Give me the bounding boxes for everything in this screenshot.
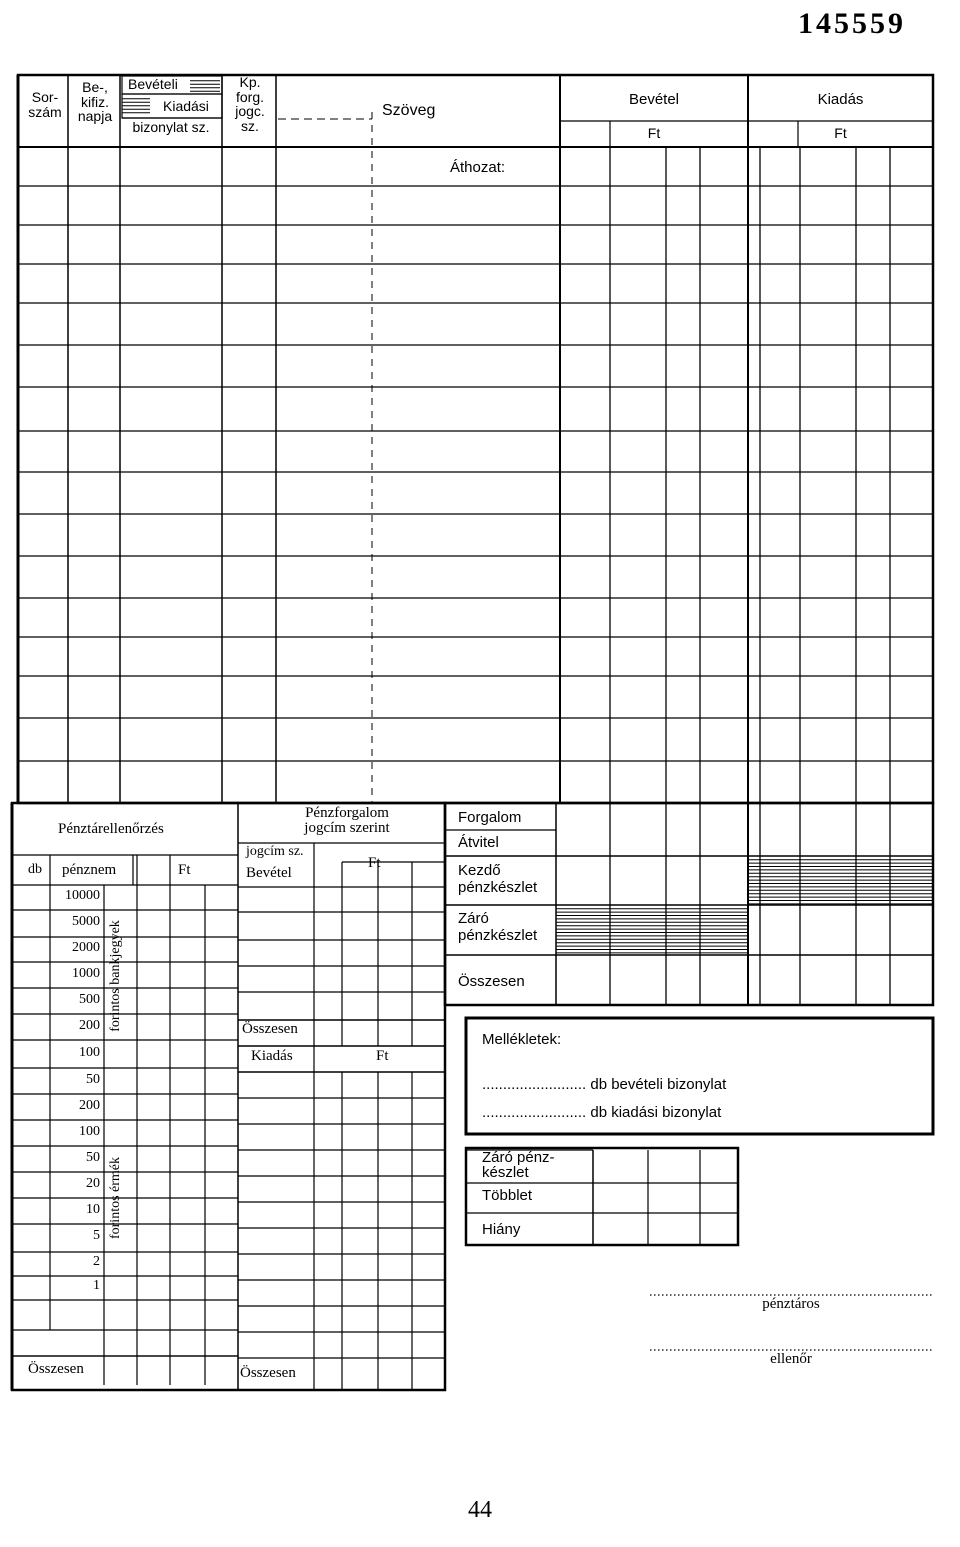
summary-kezdo: Kezdő pénzkészlet	[458, 862, 538, 897]
denomination-coins-100: 100	[79, 1124, 100, 1139]
cash-check-col-penznem: pénznem	[62, 862, 117, 878]
flow-osszesen-2: Összesen	[240, 1365, 296, 1381]
flow-ft-2: Ft	[376, 1048, 389, 1064]
attachments-income-line: ......................... db bevételi bizonylat	[482, 1076, 727, 1093]
header-kiadasi: Kiadási	[163, 98, 209, 114]
flow-jogcim: jogcím sz.	[246, 844, 304, 859]
header-szoveg: Szöveg	[382, 102, 436, 119]
denomination-coins-2: 2	[93, 1254, 100, 1269]
attachments-expense-line: ......................... db kiadási bizonylat	[482, 1104, 722, 1121]
denomination-coins-200: 200	[79, 1098, 100, 1113]
flow-kiadas: Kiadás	[251, 1048, 293, 1064]
denomination-banknotes-50: 50	[86, 1072, 100, 1087]
header-kp-forg: Kp. forg. jogc. sz.	[235, 74, 265, 135]
header-bizonylat-sz: bizonylat sz.	[132, 119, 210, 135]
summary-atvitel: Átvitel	[458, 834, 499, 851]
summary-zaro: Záró pénzkészlet	[458, 910, 538, 945]
cash-check-col-db: db	[28, 862, 42, 877]
signature-checker: ellenőr	[770, 1351, 812, 1367]
denomination-coins-5: 5	[93, 1228, 100, 1243]
signature-cashier: pénztáros	[762, 1296, 820, 1312]
summary-forgalom: Forgalom	[458, 809, 522, 826]
denomination-coins-1: 1	[93, 1278, 100, 1293]
header-bevetel: Bevétel	[628, 91, 680, 108]
denomination-banknotes-1000: 1000	[72, 966, 100, 981]
banknotes-label: forintos bankjegyek	[108, 920, 123, 1032]
closing-zaro: Záró pénz- készlet	[482, 1149, 555, 1181]
denomination-coins-20: 20	[86, 1176, 100, 1191]
denomination-coins-50: 50	[86, 1150, 100, 1165]
header-befiz-napja: Be-, kifiz. napja	[77, 79, 113, 125]
coins-label: forintos érmék	[108, 1156, 123, 1240]
flow-title: Pénzforgalom jogcím szerint	[304, 805, 390, 836]
cash-check-title: Pénztárellenőrzés	[58, 821, 164, 837]
denomination-banknotes-10000: 10000	[65, 888, 100, 903]
denomination-banknotes-100: 100	[79, 1045, 100, 1060]
flow-ft: Ft	[368, 855, 381, 871]
athozat-label: Áthozat:	[450, 159, 506, 176]
flow-bevetel: Bevétel	[246, 865, 292, 881]
header-ft-bevetel: Ft	[647, 125, 661, 141]
denomination-banknotes-2000: 2000	[72, 940, 100, 955]
flow-osszesen-1: Összesen	[242, 1021, 298, 1037]
page-number: 44	[468, 1497, 492, 1523]
summary-osszesen: Összesen	[458, 973, 525, 990]
closing-tobblet: Többlet	[482, 1187, 533, 1204]
cash-check-total: Összesen	[28, 1361, 84, 1377]
attachments-title: Mellékletek:	[482, 1031, 562, 1048]
closing-hiany: Hiány	[482, 1221, 521, 1238]
header-kiadas: Kiadás	[817, 91, 864, 108]
denomination-banknotes-5000: 5000	[72, 914, 100, 929]
header-beveteli: Bevételi	[128, 76, 178, 92]
header-sorszam: Sor- szám	[28, 89, 62, 120]
denomination-banknotes-200: 200	[79, 1018, 100, 1033]
header-ft-kiadas: Ft	[834, 125, 847, 141]
cash-check-col-ft: Ft	[178, 862, 191, 878]
denomination-banknotes-500: 500	[79, 992, 100, 1007]
denomination-coins-10: 10	[86, 1202, 100, 1217]
document-number: 145559	[798, 7, 906, 40]
